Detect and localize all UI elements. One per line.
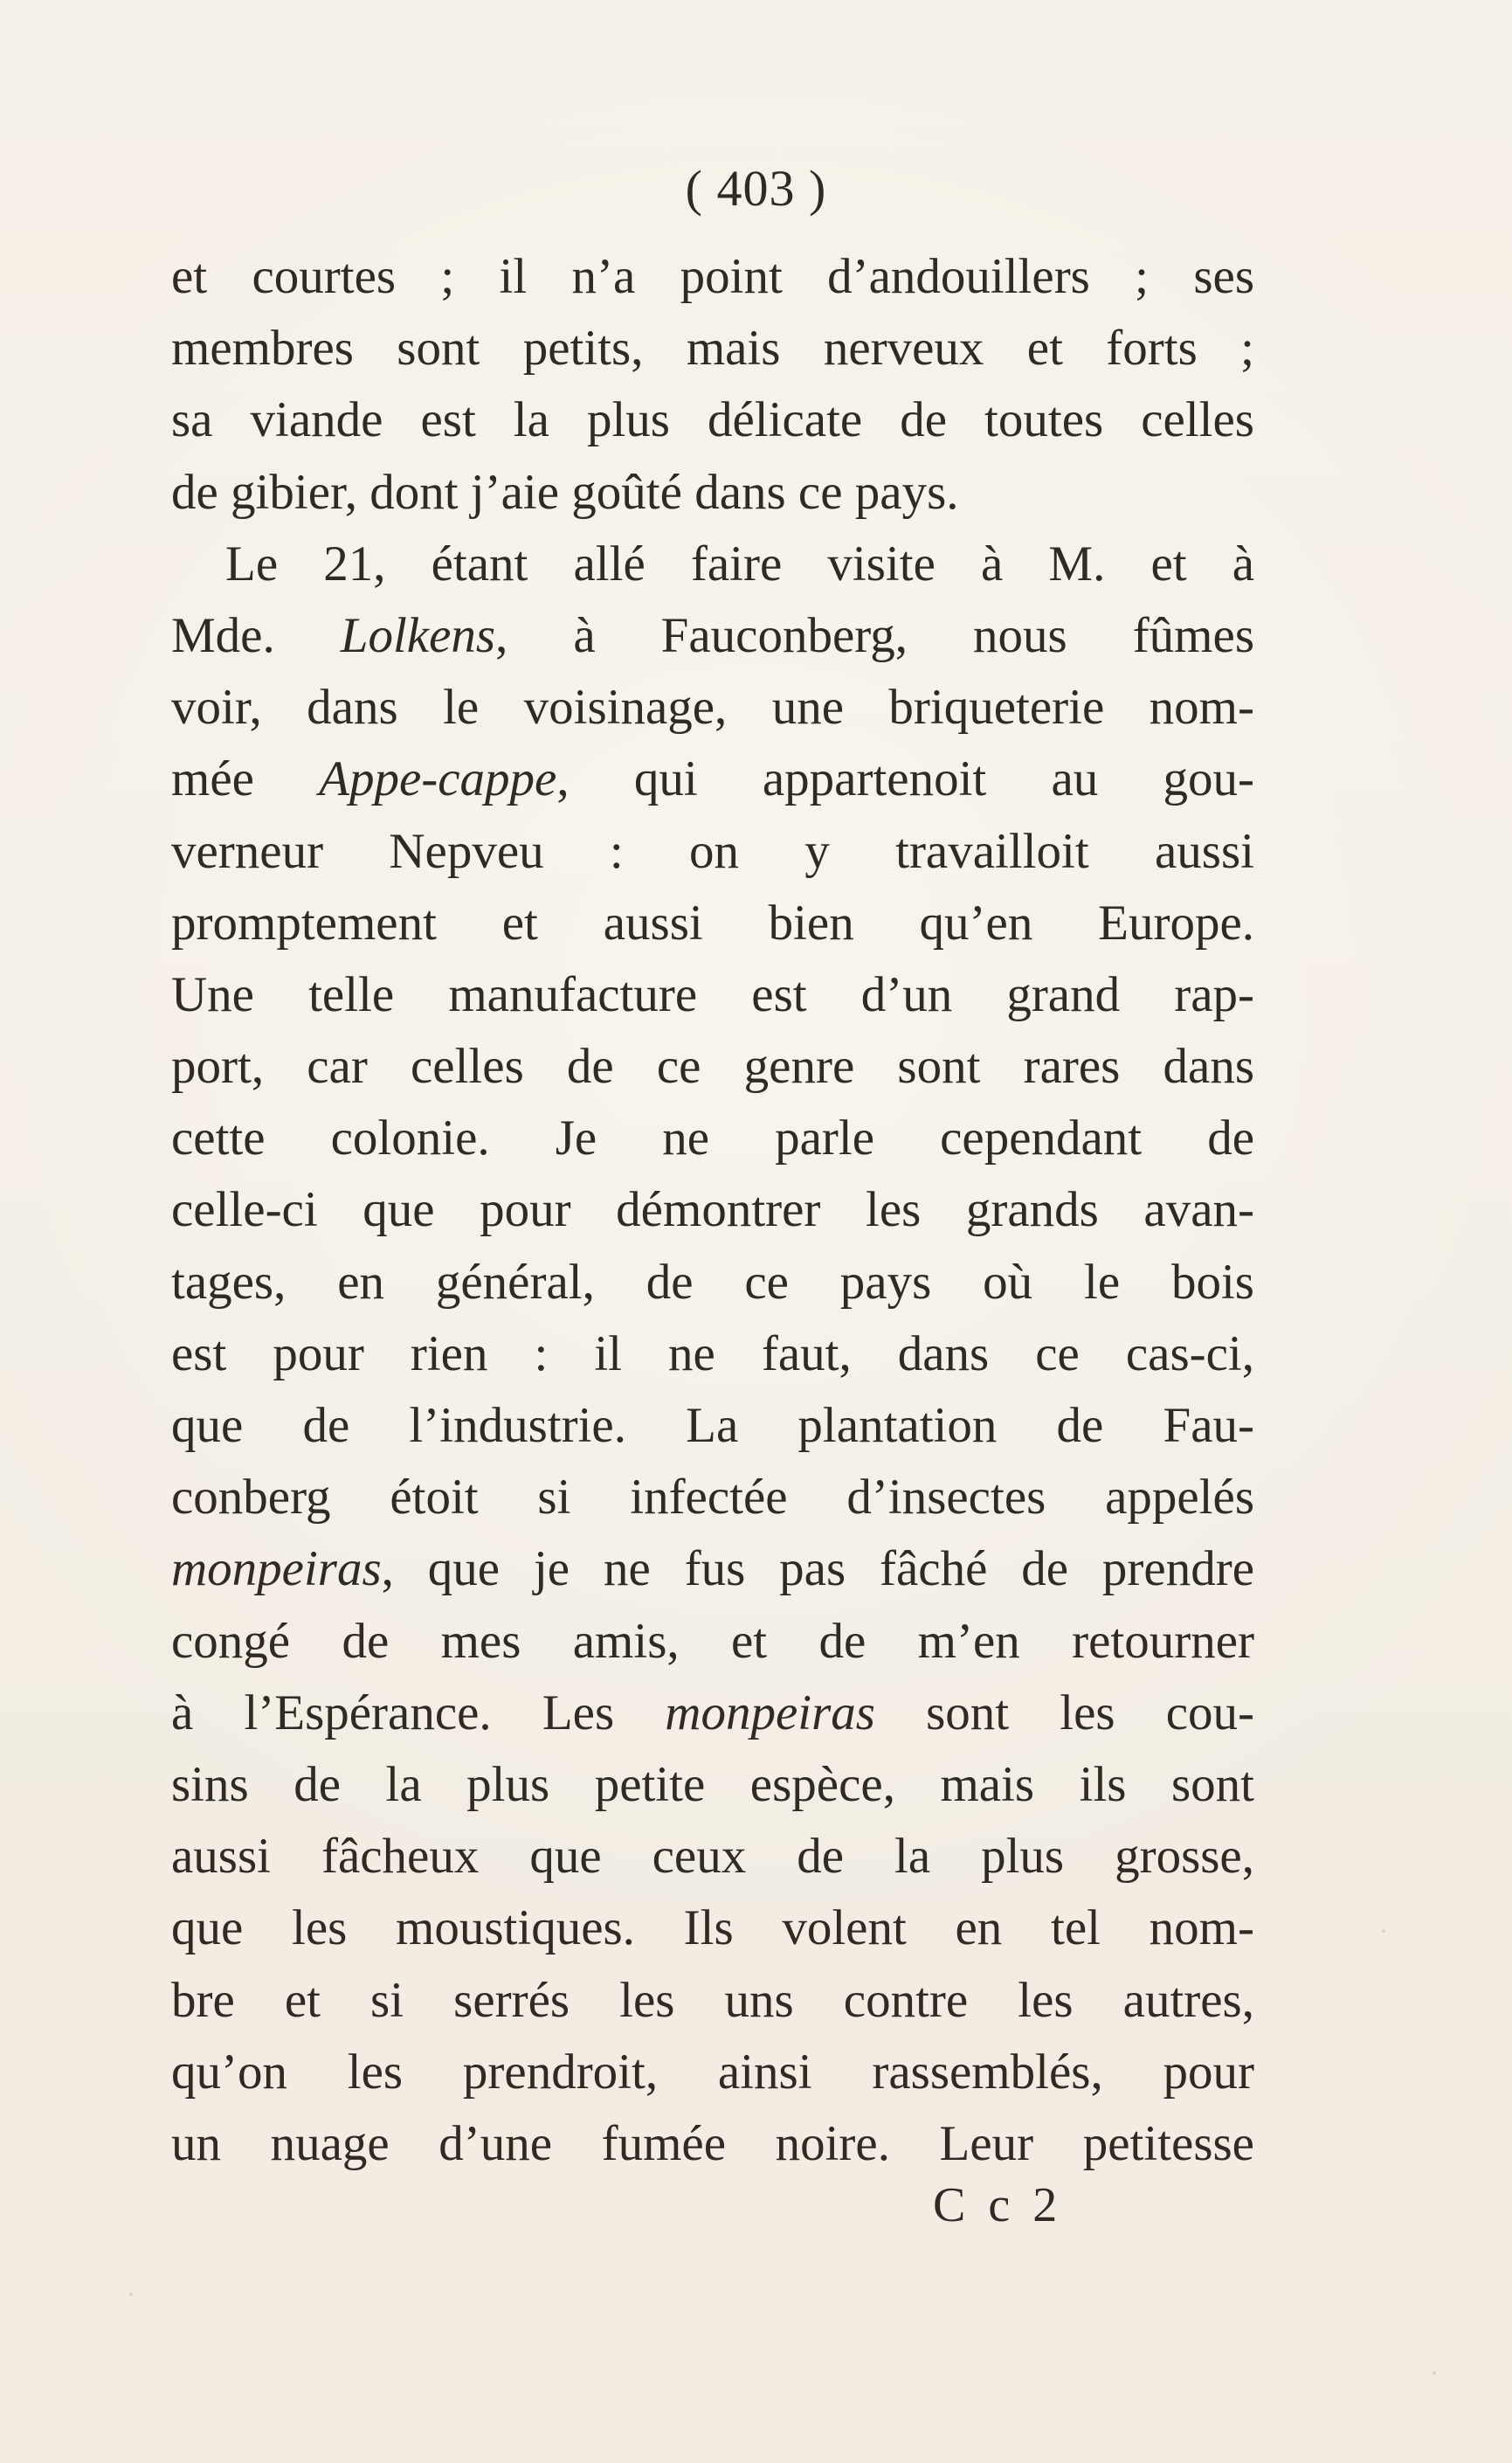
text-segment: port, car celles de ce genre sont rares dans bbox=[171, 1039, 1254, 1095]
body-text bbox=[171, 241, 1254, 2180]
text-segment: à l’Espérance. Les bbox=[171, 1685, 666, 1740]
text-line bbox=[171, 1390, 1254, 1462]
text-line bbox=[171, 2108, 1254, 2180]
text-segment: voir, dans le voisinage, une briqueterie nom- bbox=[171, 680, 1254, 736]
italic-segment: monpeiras bbox=[171, 1541, 382, 1597]
text-segment: aussi fâcheux que ceux de la plus grosse, bbox=[171, 1829, 1254, 1885]
text-segment: membres sont petits, mais nerveux et forts ; bbox=[171, 321, 1254, 377]
text-line bbox=[171, 1462, 1254, 1533]
text-segment: un nuage d’une fumée noire. Leur petitesse bbox=[171, 2115, 1254, 2171]
text-segment: sont les cou- bbox=[874, 1685, 1254, 1740]
text-segment: sins de la plus petite espèce, mais ils sont bbox=[171, 1756, 1254, 1812]
text-line bbox=[171, 384, 1254, 456]
text-segment: , à Fauconberg, nous fûmes bbox=[495, 607, 1254, 663]
text-segment: Mde. bbox=[171, 607, 341, 663]
text-line bbox=[171, 959, 1254, 1031]
text-line bbox=[171, 1892, 1254, 1964]
text-segment: conberg étoit si infectée d’insectes appelés bbox=[171, 1470, 1254, 1526]
text-segment: que les moustiques. Ils volent en tel nom- bbox=[171, 1900, 1254, 1956]
text-segment: de gibier, dont j’aie goûté dans ce pays. bbox=[171, 464, 959, 520]
text-segment: Une telle manufacture est d’un grand rap- bbox=[171, 966, 1254, 1022]
text-segment: et courtes ; il n’a point d’andouillers ; ses bbox=[171, 249, 1254, 304]
text-line bbox=[171, 1174, 1254, 1246]
text-line bbox=[171, 1749, 1254, 1821]
text-segment: promptement et aussi bien qu’en Europe. bbox=[171, 895, 1254, 951]
paper-speck bbox=[1382, 1929, 1385, 1933]
text-line bbox=[171, 744, 1254, 815]
text-segment: celle-ci que pour démontrer les grands avan- bbox=[171, 1182, 1254, 1238]
text-segment: verneur Nepveu : on y travailloit aussi bbox=[171, 823, 1254, 879]
printer-signature: C c 2 bbox=[933, 2178, 1063, 2232]
text-segment: est pour rien : il ne faut, dans ce cas-ci, bbox=[171, 1325, 1254, 1381]
text-line bbox=[171, 1318, 1254, 1390]
text-segment: mée bbox=[171, 751, 320, 807]
text-segment: sa viande est la plus délicate de toutes celles bbox=[171, 392, 1254, 448]
text-segment: congé de mes amis, et de m’en retourner bbox=[171, 1613, 1254, 1669]
page-number: ( 403 ) bbox=[685, 160, 827, 217]
italic-segment: Appe-cappe bbox=[319, 751, 557, 807]
text-line bbox=[171, 1606, 1254, 1678]
text-segment: qu’on les prendroit, ainsi rassemblés, pour bbox=[171, 2044, 1254, 2100]
text-line bbox=[171, 1965, 1254, 2037]
text-line bbox=[171, 2037, 1254, 2108]
text-line bbox=[171, 1031, 1254, 1103]
text-line bbox=[171, 1103, 1254, 1174]
italic-segment: Lolkens bbox=[340, 607, 496, 663]
text-line bbox=[171, 1678, 1254, 1749]
text-segment: bre et si serrés les uns contre les autres, bbox=[171, 1972, 1254, 2028]
text-line bbox=[171, 600, 1254, 672]
text-line bbox=[171, 1821, 1254, 1892]
text-line bbox=[171, 888, 1254, 959]
text-line bbox=[171, 1533, 1254, 1605]
text-line bbox=[171, 457, 1254, 529]
text-line bbox=[171, 672, 1254, 744]
text-segment: cette colonie. Je ne parle cependant de bbox=[171, 1110, 1254, 1166]
text-segment: tages, en général, de ce pays où le bois bbox=[171, 1254, 1254, 1310]
text-segment: que de l’industrie. La plantation de Fau- bbox=[171, 1398, 1254, 1453]
paper-speck bbox=[129, 2293, 133, 2296]
text-segment: , qui appartenoit au gou- bbox=[556, 751, 1254, 807]
text-line bbox=[171, 529, 1254, 600]
text-line bbox=[171, 1247, 1254, 1318]
text-line bbox=[171, 241, 1254, 313]
paper-speck bbox=[1433, 2371, 1436, 2375]
text-segment: Le 21, étant allé faire visite à M. et à bbox=[225, 536, 1254, 592]
italic-segment: monpeiras bbox=[665, 1685, 875, 1740]
text-segment: , que je ne fus pas fâché de prendre bbox=[381, 1541, 1254, 1597]
text-line bbox=[171, 313, 1254, 384]
text-line bbox=[171, 816, 1254, 888]
